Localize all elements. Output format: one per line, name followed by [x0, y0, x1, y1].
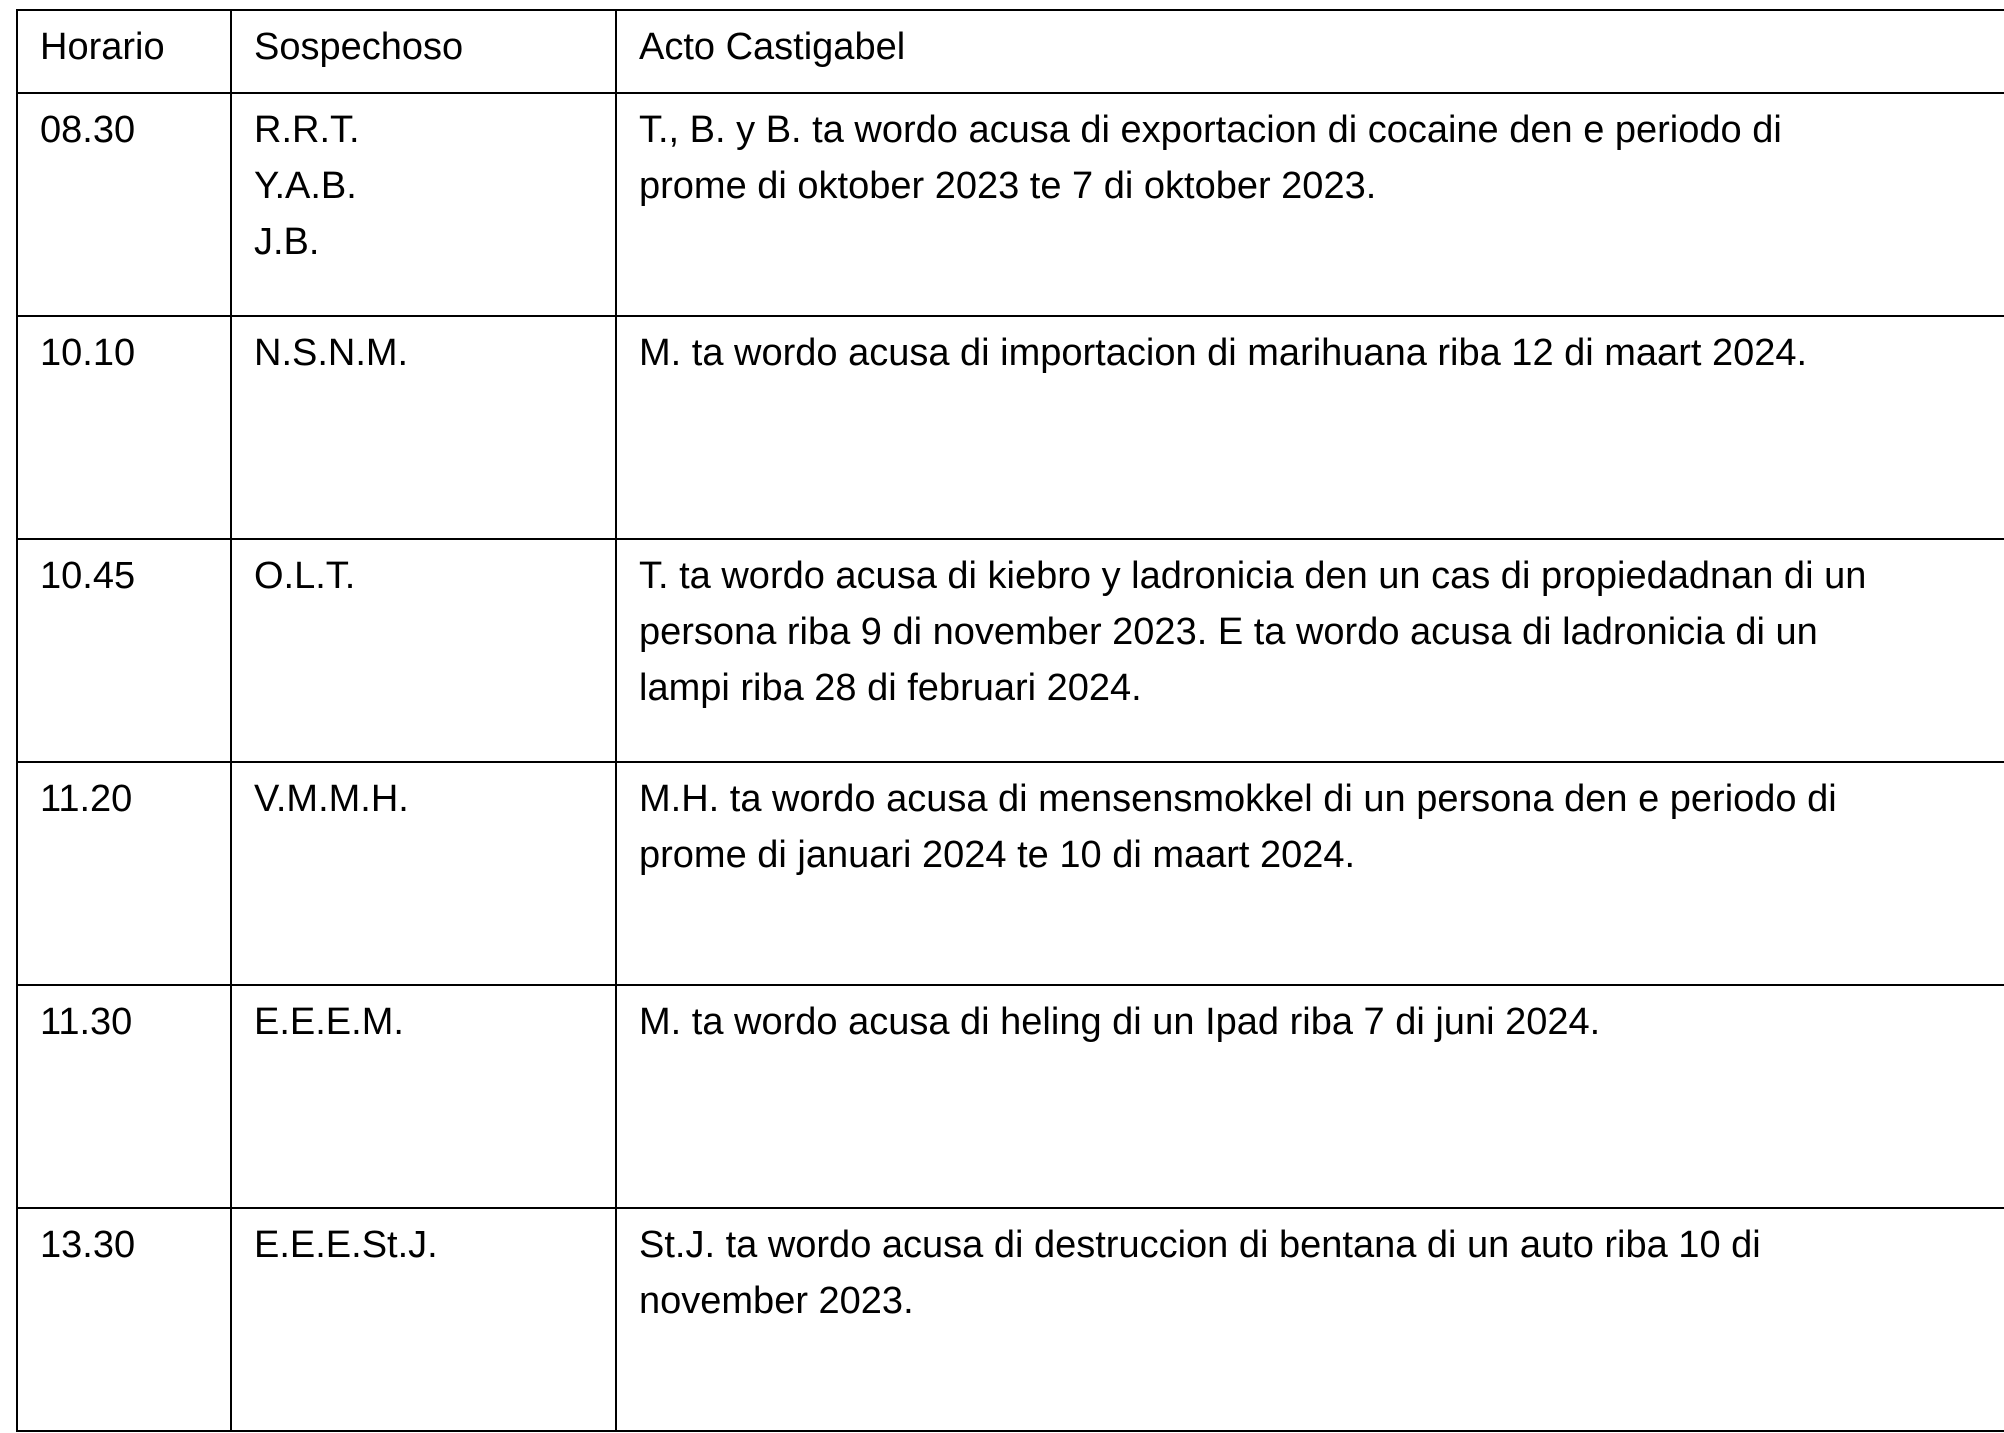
offense-cell [616, 539, 2004, 762]
offense-text-line: St.J. ta wordo acusa di destruccion di bentana di un auto riba 10 di [639, 1224, 1761, 1266]
offense-text-line: T. ta wordo acusa di kiebro y ladronicia den un cas di propiedadnan di un [639, 555, 1867, 597]
offense-text-line: november 2023. [639, 1280, 914, 1322]
suspect-initials: Y.A.B. [254, 165, 357, 207]
offense-cell [616, 762, 2004, 985]
offense-text-line: T., B. y B. ta wordo acusa di exportacion di cocaine den e periodo di [639, 109, 1782, 151]
table-row [17, 762, 2004, 985]
suspect-initials: J.B. [254, 221, 320, 263]
offense-text-line: M. ta wordo acusa di heling di un Ipad riba 7 di juni 2024. [639, 1001, 1601, 1043]
time-cell: 08.30 [17, 93, 231, 316]
offense-cell [616, 1208, 2004, 1431]
offense-cell [616, 93, 2004, 316]
suspect-cell [231, 1208, 616, 1431]
suspect-initials: O.L.T. [254, 555, 356, 597]
offense-text-line: prome di januari 2024 te 10 di maart 2024. [639, 834, 1356, 876]
time-cell: 10.10 [17, 316, 231, 539]
suspect-cell [231, 985, 616, 1208]
time-cell: 13.30 [17, 1208, 231, 1431]
offense-text-line: M.H. ta wordo acusa di mensensmokkel di un persona den e periodo di [639, 778, 1837, 820]
offense-cell [616, 985, 2004, 1208]
table-row [17, 1208, 2004, 1431]
suspect-initials: V.M.M.H. [254, 778, 409, 820]
suspect-cell [231, 93, 616, 316]
table-header-row [17, 10, 2004, 93]
table-row [17, 93, 2004, 316]
time-cell: 11.30 [17, 985, 231, 1208]
suspect-cell [231, 316, 616, 539]
offense-text-line: prome di oktober 2023 te 7 di oktober 2023. [639, 165, 1377, 207]
hearing-schedule-table [16, 9, 2004, 1432]
time-cell: 10.45 [17, 539, 231, 762]
suspect-cell [231, 539, 616, 762]
suspect-cell [231, 762, 616, 985]
suspect-initials: R.R.T. [254, 109, 360, 151]
offense-cell [616, 316, 2004, 539]
header-suspect: Sospechoso [231, 10, 616, 93]
header-offense: Acto Castigabel [616, 10, 2004, 93]
offense-text-line: M. ta wordo acusa di importacion di marihuana riba 12 di maart 2024. [639, 332, 1808, 374]
suspect-initials: N.S.N.M. [254, 332, 409, 374]
table-row [17, 316, 2004, 539]
time-cell: 11.20 [17, 762, 231, 985]
offense-text-line: lampi riba 28 di februari 2024. [639, 667, 1142, 709]
table-row [17, 539, 2004, 762]
offense-text-line: persona riba 9 di november 2023. E ta wordo acusa di ladronicia di un [639, 611, 1818, 653]
suspect-initials: E.E.E.St.J. [254, 1224, 438, 1266]
table-row [17, 985, 2004, 1208]
suspect-initials: E.E.E.M. [254, 1001, 404, 1043]
header-time: Horario [17, 10, 231, 93]
